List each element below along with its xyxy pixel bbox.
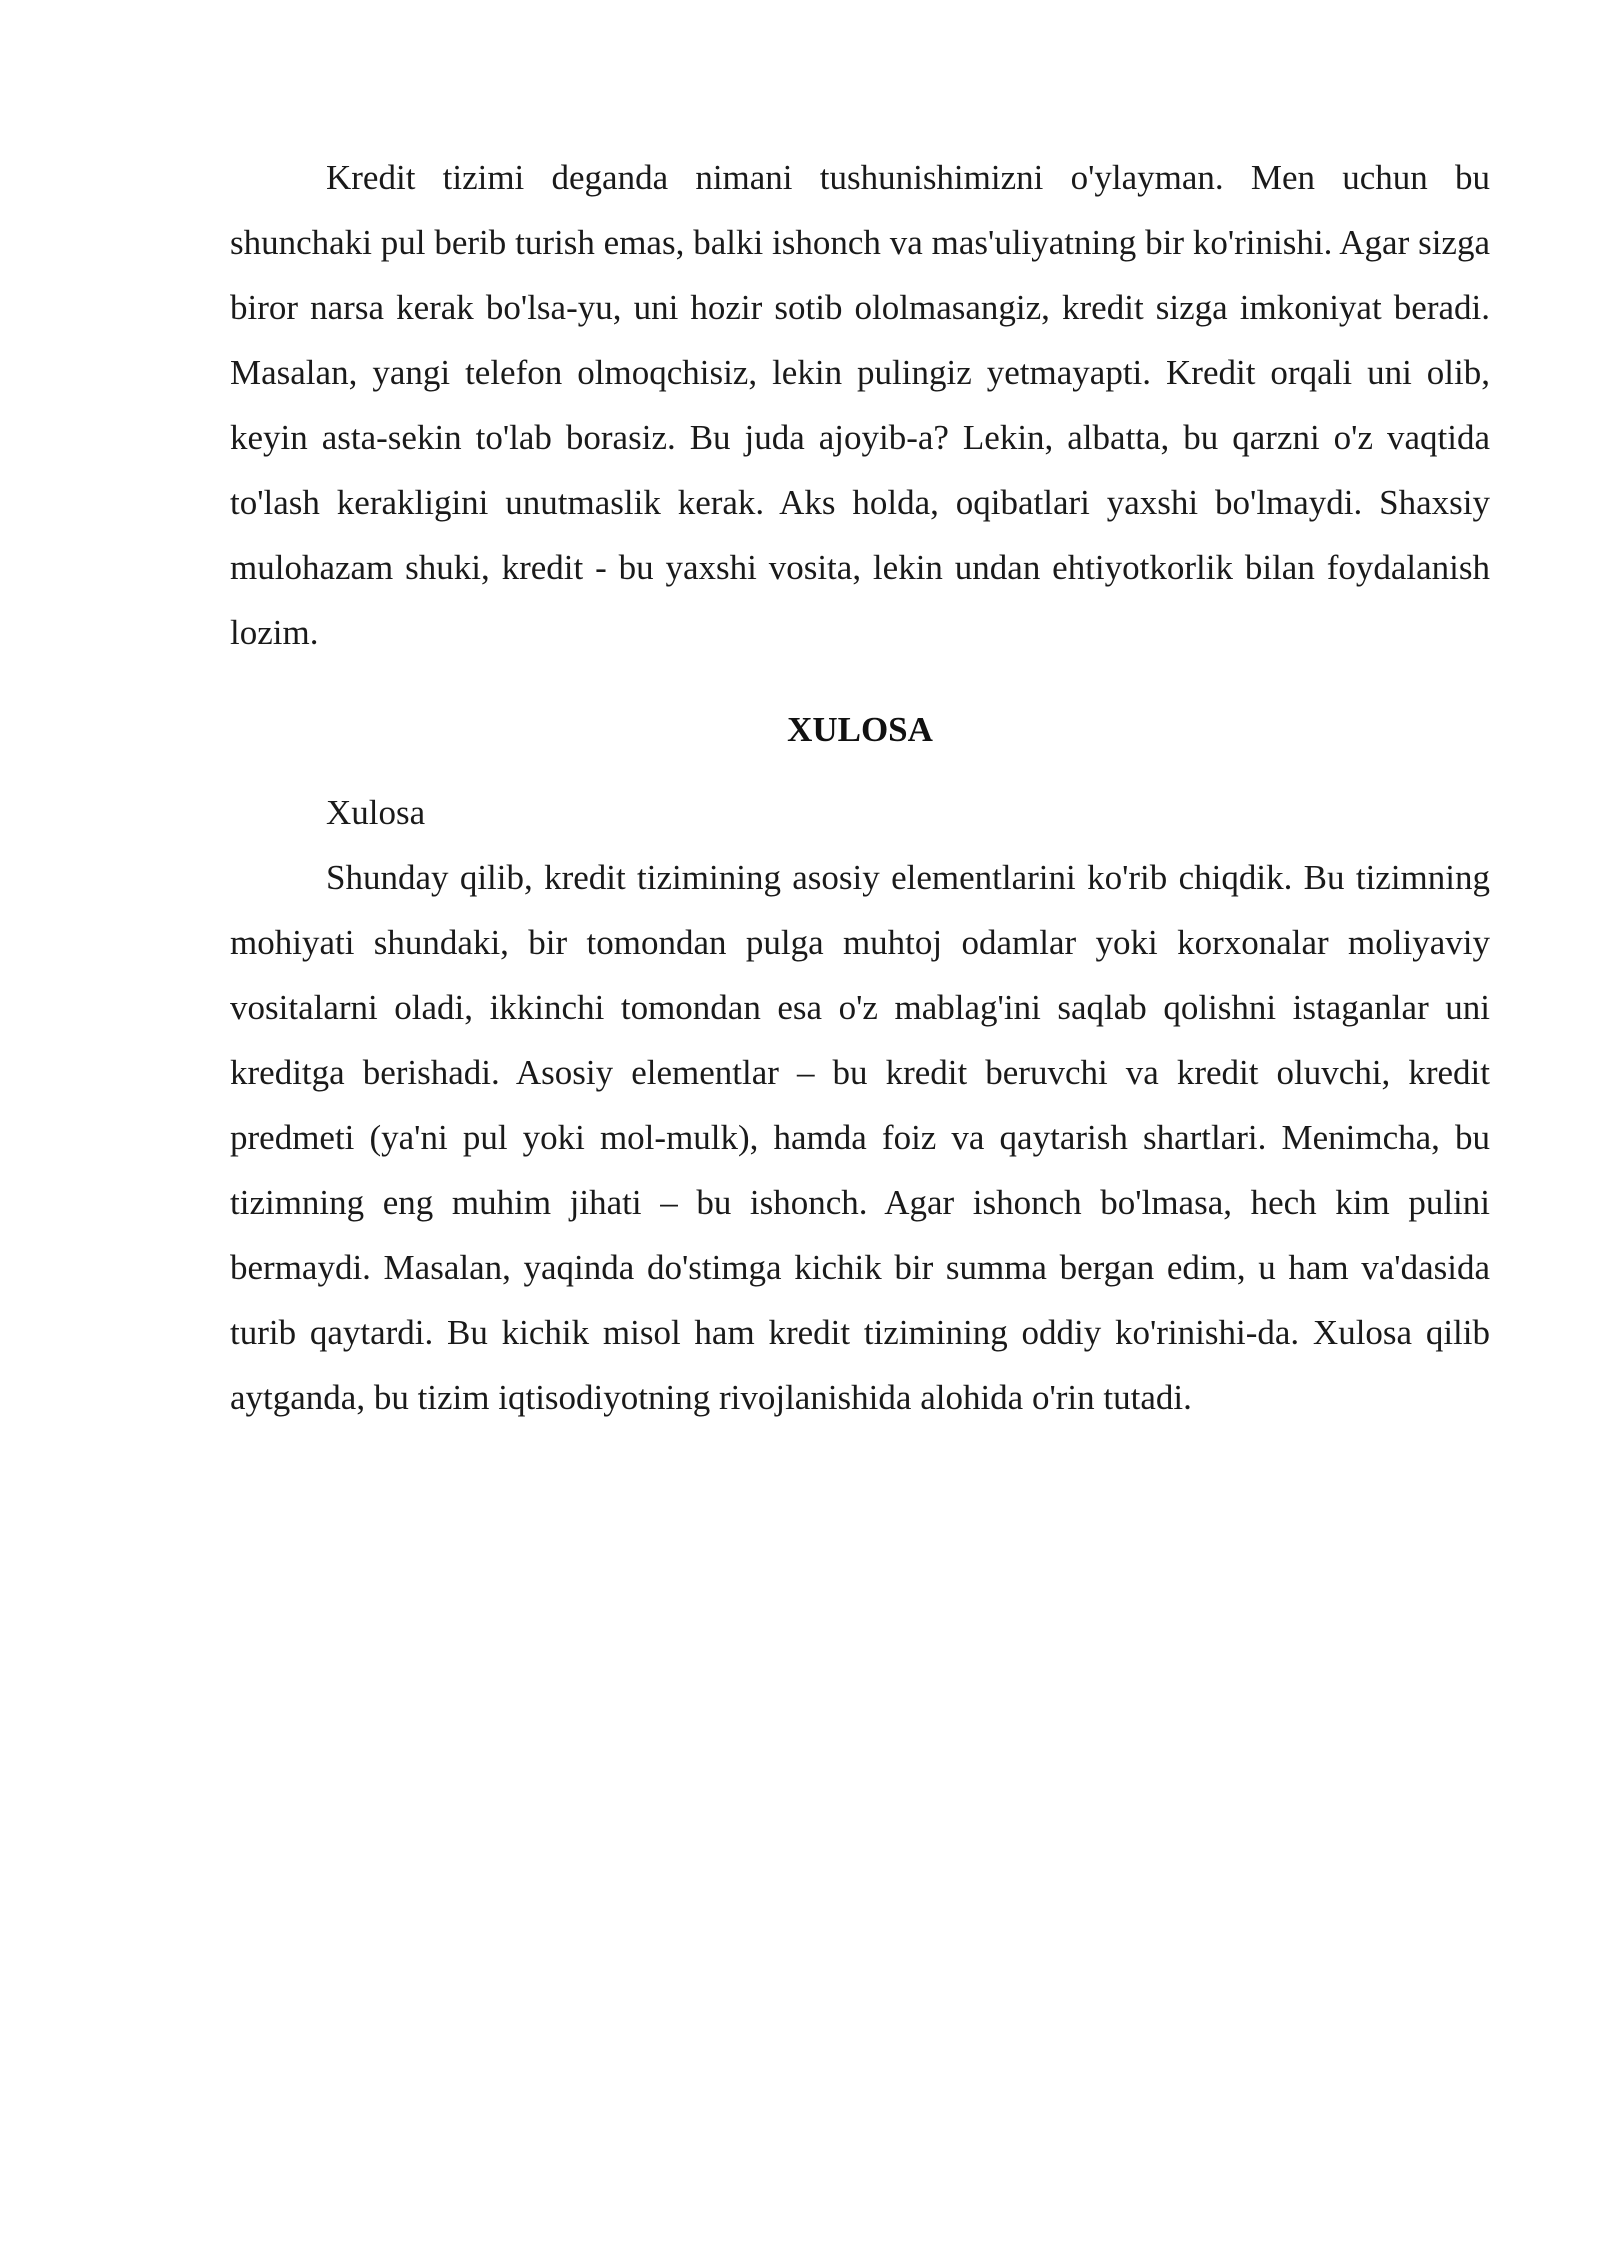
body-paragraph-conclusion: Shunday qilib, kredit tizimining asosiy elementlarini ko'rib chiqdik. Bu tizimning mohiyati shundaki, bir tomondan pulga muhtoj odamlar yoki korxonalar moliyaviy vositalarni oladi, ikkinchi tomondan esa o'z mablag'ini saqlab qolishni istaganlar uni kreditga berishadi. Asosiy elementlar – bu kredit beruvchi va kredit oluvchi, kredit predmeti (ya'ni pul yoki mol-mulk), hamda foiz va qaytarish shartlari. Menimcha, bu tizimning eng muhim jihati – bu ishonch. Agar ishonch bo'lmasa, hech kim pulini bermaydi. Masalan, yaqinda do'stimga kichik bir summa bergan edim, u ham va'dasida turib qaytardi. Bu kichik misol ham kredit tizimining oddiy ko'rinishi-da. Xulosa qilib aytganda, bu tizim iqtisodiyotning rivojlanishida alohida o'rin tutadi.: [230, 858, 1490, 1417]
body-paragraph-intro: Kredit tizimi deganda nimani tushunishimizni o'ylayman. Men uchun bu shunchaki pul berib turish emas, balki ishonch va mas'uliyatning bir ko'rinishi. Agar sizga biror narsa kerak bo'lsa-yu, uni hozir sotib ololmasangiz, kredit sizga imkoniyat beradi. Masalan, yangi telefon olmoqchisiz, lekin pulingiz yetmayapti. Kredit orqali uni olib, keyin asta-sekin to'lab borasiz. Bu juda ajoyib-a? Lekin, albatta, bu qarzni o'z vaqtida to'lash kerakligini unutmaslik kerak. Aks holda, oqibatlari yaxshi bo'lmaydi. Shaxsiy mulohazam shuki, kredit - bu yaxshi vosita, lekin undan ehtiyotkorlik bilan foydalanish lozim.: [230, 158, 1490, 652]
section-heading: XULOSA: [787, 710, 933, 749]
document-body: [230, 145, 1490, 1430]
section-subheading: Xulosa: [326, 793, 426, 832]
